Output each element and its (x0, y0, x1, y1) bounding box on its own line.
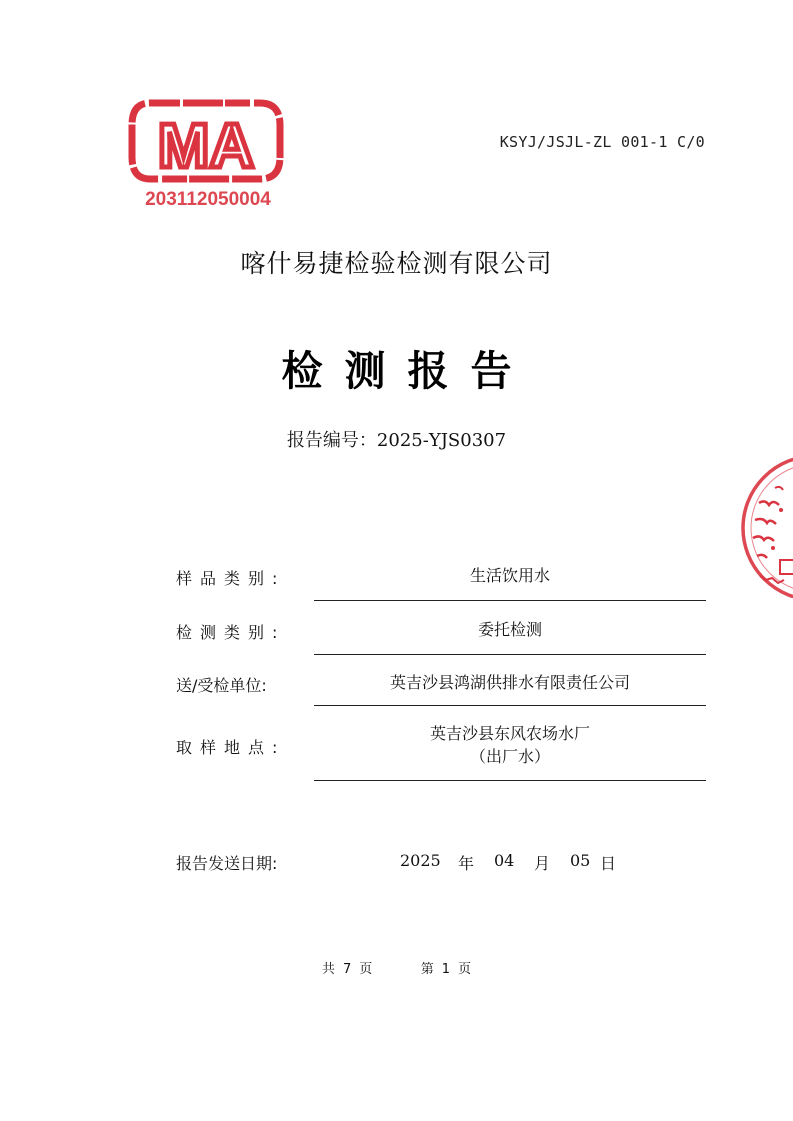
cma-number: 203112050004 (145, 189, 271, 210)
sample-type-value: 生活饮用水 (469, 566, 550, 585)
seal-stamp (735, 448, 793, 598)
company-name: 喀什易捷检验检测有限公司 (240, 249, 553, 278)
sampling-site-value-note: （出厂水） (469, 747, 550, 766)
footer-total-suffix: 页 (359, 962, 373, 977)
issue-date-day-unit: 日 (600, 854, 617, 873)
client-label: 送/受检单位: (176, 676, 267, 695)
issue-date-month-unit: 月 (534, 854, 551, 873)
report-number-value: 2025-YJS0307 (376, 430, 507, 451)
issue-date-month: 04 (494, 851, 515, 870)
page-footer (0, 958, 793, 977)
footer-total-pages: 7 (342, 962, 352, 977)
test-type-underline (314, 654, 706, 655)
issue-date-year: 2025 (400, 851, 441, 870)
footer-page-suffix: 页 (458, 962, 472, 977)
issue-date-year-unit: 年 (458, 854, 475, 873)
cma-mark: MA (157, 112, 255, 181)
test-type-value: 委托检测 (477, 620, 542, 639)
client-value: 英吉沙县鸿湖供排水有限责任公司 (389, 673, 630, 692)
footer-page-number: 1 (441, 962, 451, 977)
report-title: 检测报告 (281, 347, 534, 395)
client-underline (314, 705, 706, 706)
cma-stamp-graphic (128, 95, 288, 213)
issue-date-day: 05 (570, 851, 591, 870)
report-number (0, 426, 793, 452)
sampling-site-underline (314, 780, 706, 781)
sampling-site-value: 英吉沙县东风农场水厂 (429, 724, 590, 743)
cma-stamp (128, 95, 288, 213)
footer-page-prefix: 第 (420, 962, 434, 977)
sample-type-label: 样品类别: (176, 569, 286, 588)
issue-date-label: 报告发送日期: (176, 854, 278, 873)
footer-total-prefix: 共 (321, 962, 335, 977)
test-type-label: 检测类别: (176, 623, 286, 642)
document-code: KSYJ/JSJL-ZL 001-1 C/0 (499, 133, 705, 151)
sample-type-underline (314, 600, 706, 601)
seal-stamp-graphic (735, 448, 793, 598)
report-number-label: 报告编号： (286, 430, 377, 451)
sampling-site-label: 取样地点: (176, 738, 286, 757)
